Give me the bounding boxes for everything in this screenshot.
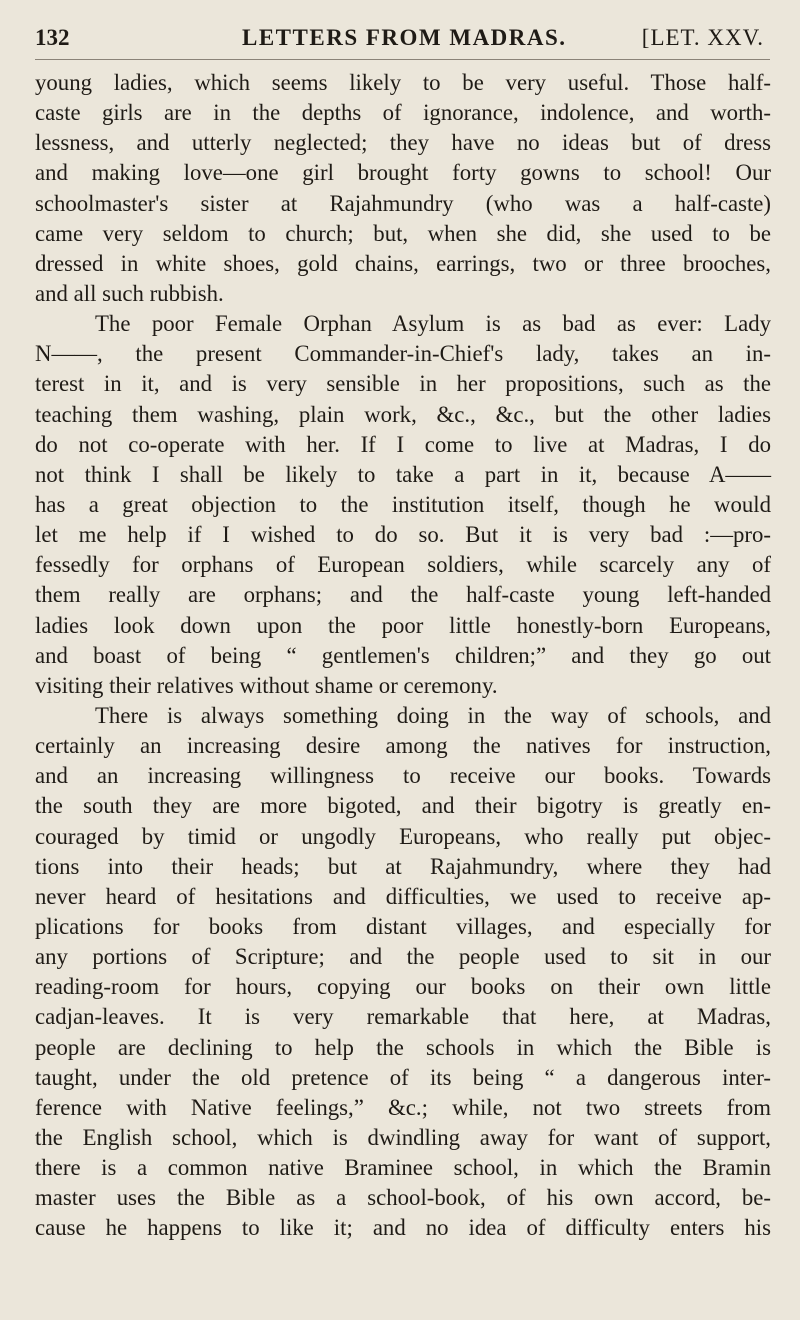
text-line: has a great objection to the institution itself, though he would [35, 491, 771, 517]
text-line: taught, under the old pretence of its being “ a dangerous inter- [35, 1064, 771, 1090]
text-line: people are declining to help the schools in which the Bible is [35, 1034, 771, 1060]
text-line: schoolmaster's sister at Rajahmundry (who was a half-caste) [35, 190, 771, 216]
text-line: ladies look down upon the poor little honestly-born Europeans, [35, 612, 771, 638]
text-line: lessness, and utterly neglected; they have no ideas but of dress [35, 130, 771, 156]
text-line: dressed in white shoes, gold chains, earrings, two or three brooches, [35, 250, 771, 276]
text-line: N——, the present Commander-in-Chief's lady, takes an in- [35, 341, 771, 367]
text-line: master uses the Bible as a school-book, of his own accord, be- [35, 1185, 771, 1211]
text-line: and all such rubbish. [35, 280, 224, 306]
text-line: and making love—one girl brought forty gowns to school! Our [35, 160, 771, 186]
text-line: there is a common native Braminee school, in which the Bramin [35, 1155, 771, 1181]
text-line: certainly an increasing desire among the natives for instruction, [35, 733, 771, 759]
text-line: tions into their heads; but at Rajahmundry, where they had [35, 853, 771, 879]
text-line: the south they are more bigoted, and their bigotry is greatly en- [35, 793, 771, 819]
text-line: ference with Native feelings,” &c.; while, not two streets from [35, 1094, 771, 1120]
text-line: the English school, which is dwindling away for want of support, [35, 1124, 771, 1150]
book-title: LETTERS FROM MADRAS. [242, 25, 567, 50]
text-line: couraged by timid or ungodly Europeans, who really put objec- [35, 823, 771, 849]
text-line: visiting their relatives without shame or ceremony. [35, 672, 498, 698]
text-line: cadjan-leaves. It is very remarkable that here, at Madras, [35, 1004, 771, 1030]
text-line: them really are orphans; and the half-caste young left-handed [35, 582, 771, 608]
text-line: plications for books from distant villages, and especially for [35, 913, 771, 939]
text-line: and boast of being “ gentlemen's children;” and they go out [35, 642, 771, 668]
header-rule [35, 59, 770, 60]
text-line: let me help if I wished to do so. But it is very bad :—pro- [35, 522, 771, 548]
page-number: 132 [35, 25, 70, 50]
text-line: cause he happens to like it; and no idea of difficulty enters his [35, 1215, 771, 1241]
text-line: and an increasing willingness to receive our books. Towards [35, 763, 771, 789]
body-text [35, 68, 771, 1243]
text-line: not think I shall be likely to take a part in it, because A—— [35, 461, 771, 487]
text-line: teaching them washing, plain work, &c., &c., but the other ladies [35, 401, 771, 427]
text-line: fessedly for orphans of European soldiers, while scarcely any of [35, 552, 771, 578]
letter-reference: [LET. XXV. [641, 25, 764, 50]
running-head [35, 20, 770, 56]
text-line: reading-room for hours, copying our books on their own little [35, 974, 771, 1000]
text-line: caste girls are in the depths of ignorance, indolence, and worth- [35, 100, 771, 126]
text-line: never heard of hesitations and difficulties, we used to receive ap- [35, 883, 771, 909]
text-line: came very seldom to church; but, when she did, she used to be [35, 220, 771, 246]
text-line: terest in it, and is very sensible in her propositions, such as the [35, 371, 771, 397]
text-line: There is always something doing in the way of schools, and [95, 702, 771, 728]
text-line: do not co-operate with her. If I come to live at Madras, I do [35, 431, 771, 457]
text-line: The poor Female Orphan Asylum is as bad as ever: Lady [95, 311, 771, 337]
text-line: any portions of Scripture; and the people used to sit in our [35, 944, 771, 970]
text-line: young ladies, which seems likely to be very useful. Those half- [35, 70, 771, 95]
